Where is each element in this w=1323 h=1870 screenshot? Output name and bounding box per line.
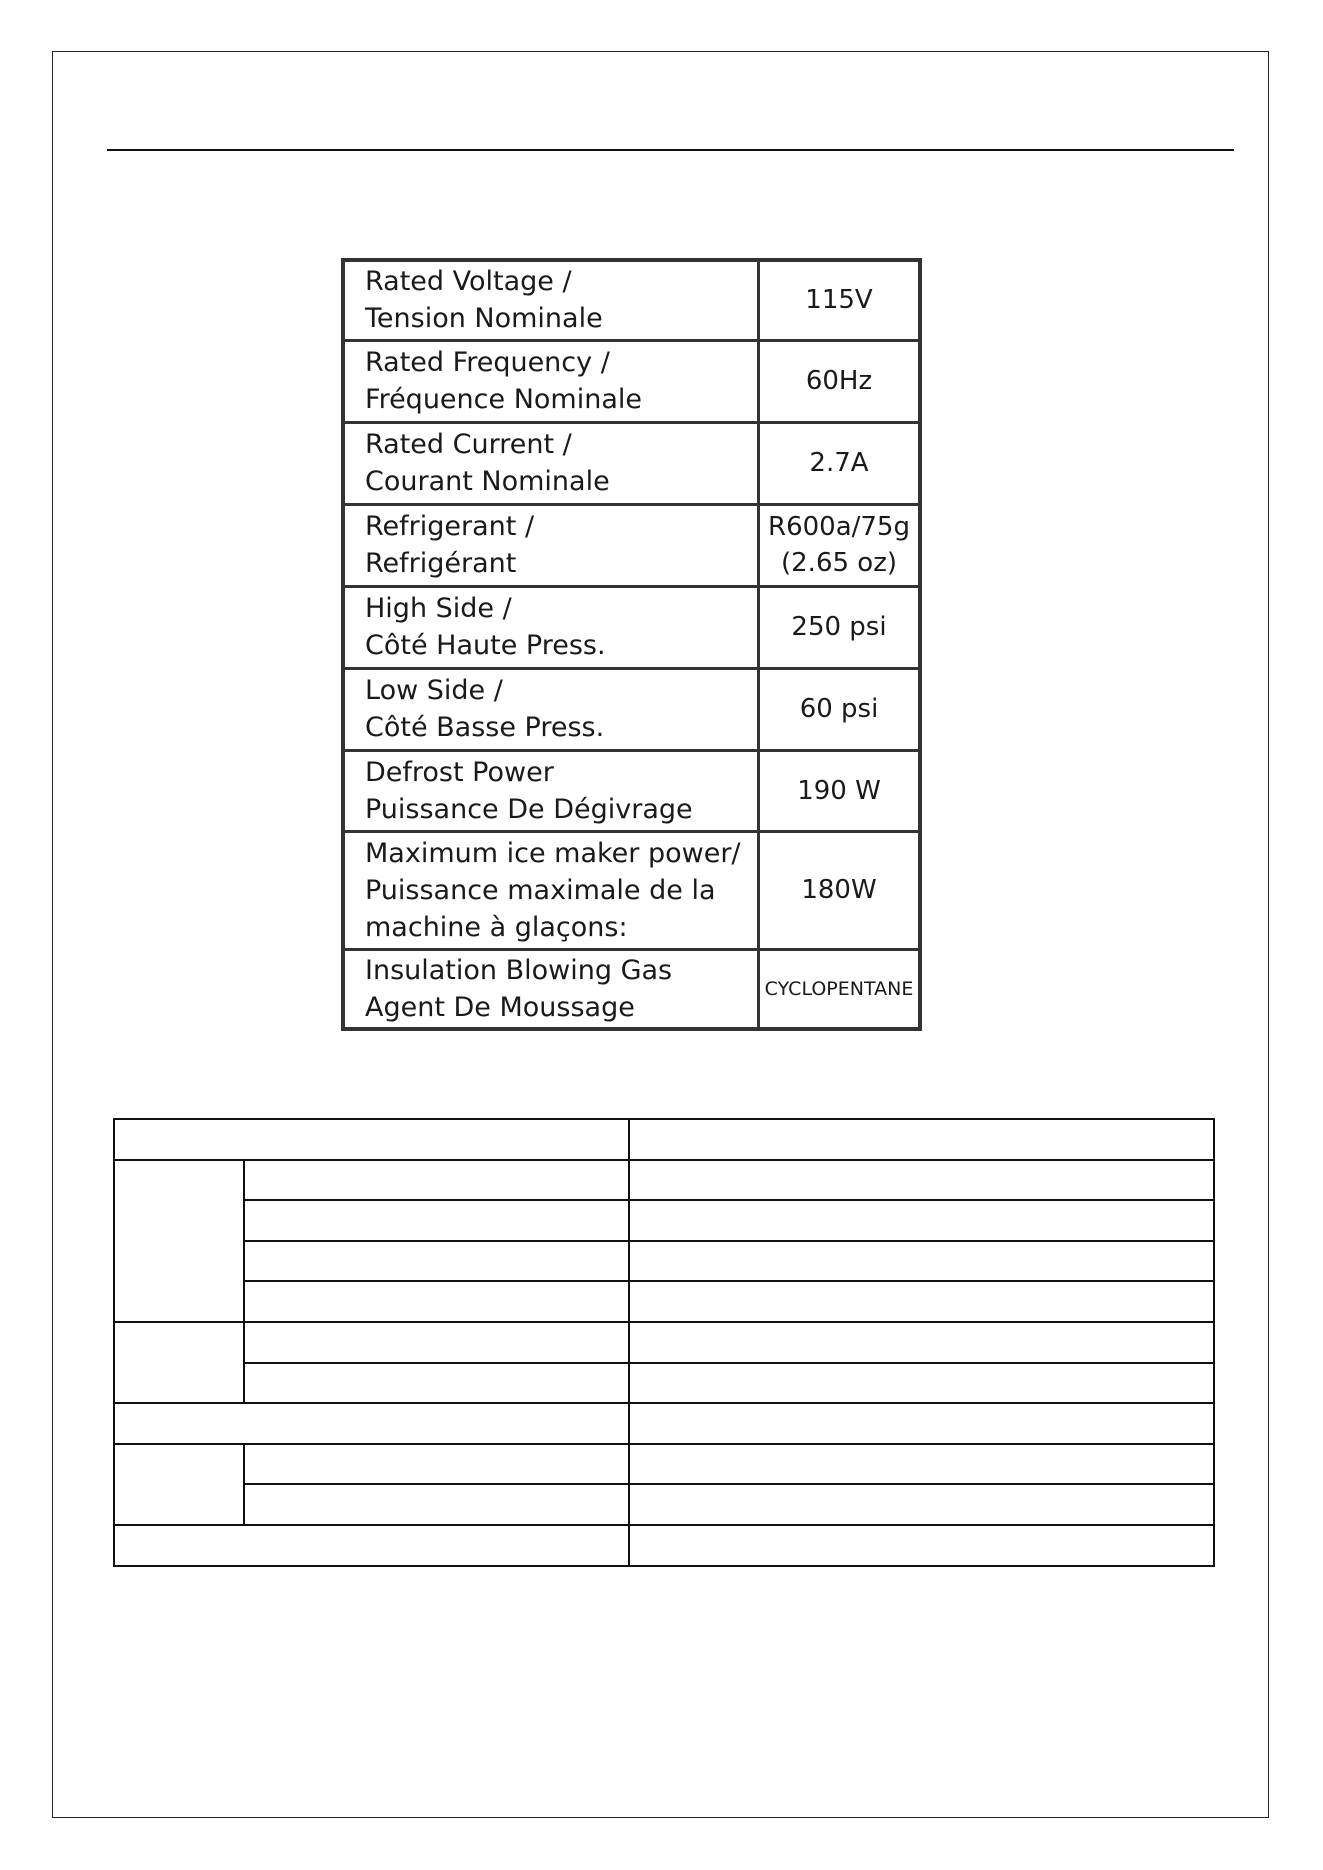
spec-value xyxy=(759,750,921,831)
spec-label xyxy=(343,668,759,750)
table-row xyxy=(114,1403,1214,1444)
spec-label-line: machine à glaçons: xyxy=(365,911,628,943)
spec-row-low-side xyxy=(343,668,920,750)
spec-row-insulation-gas xyxy=(343,949,920,1029)
spec-label-line: Rated Voltage / xyxy=(365,266,572,298)
table-cell xyxy=(244,1444,629,1485)
spec-value xyxy=(759,422,921,504)
table-row xyxy=(114,1484,1214,1525)
spec-label-line: Courant Nominale xyxy=(365,466,610,497)
table-cell xyxy=(629,1403,1214,1444)
spec-row-defrost-power xyxy=(343,750,920,831)
table-cell xyxy=(244,1160,629,1201)
table-row xyxy=(114,1119,1214,1160)
table-group-cell xyxy=(114,1322,244,1403)
table-group-cell xyxy=(114,1444,244,1525)
spec-value-line: 2.7A xyxy=(809,448,869,478)
spec-value-line: 180W xyxy=(801,875,877,905)
table-cell xyxy=(629,1200,1214,1241)
table-cell xyxy=(244,1241,629,1282)
spec-label xyxy=(343,831,759,949)
spec-label-line: Tension Nominale xyxy=(365,303,603,335)
table-cell xyxy=(629,1484,1214,1525)
spec-value-line: 250 psi xyxy=(791,612,887,642)
spec-row-rated-current xyxy=(343,422,920,504)
spec-label xyxy=(343,260,759,340)
spec-row-refrigerant xyxy=(343,504,920,586)
table-row xyxy=(114,1444,1214,1485)
spec-value-line: 60Hz xyxy=(805,366,873,396)
spec-value-line: 60 psi xyxy=(799,694,879,724)
table-row xyxy=(114,1200,1214,1241)
table-cell xyxy=(244,1484,629,1525)
header-rule xyxy=(107,149,1234,151)
spec-row-high-side xyxy=(343,586,920,668)
spec-table xyxy=(341,258,922,1031)
table-row xyxy=(114,1241,1214,1282)
spec-label xyxy=(343,750,759,831)
spec-value xyxy=(759,260,921,340)
table-cell xyxy=(629,1322,1214,1363)
table-cell xyxy=(629,1363,1214,1404)
spec-label-line: Rated Current / xyxy=(365,429,572,460)
spec-label xyxy=(343,422,759,504)
spec-value xyxy=(759,340,921,422)
table-cell xyxy=(629,1241,1214,1282)
spec-label-line: Refrigérant xyxy=(365,548,517,579)
table-row xyxy=(114,1363,1214,1404)
table-cell xyxy=(244,1281,629,1322)
spec-row-rated-frequency xyxy=(343,340,920,422)
spec-value-line: 190 W xyxy=(797,775,881,806)
table-cell xyxy=(629,1160,1214,1201)
table-cell xyxy=(629,1119,1214,1160)
spec-value xyxy=(759,586,921,668)
spec-label-line: Rated Frequency / xyxy=(365,347,610,378)
table-cell xyxy=(629,1281,1214,1322)
spec-value-line: R600a/75g xyxy=(768,512,910,542)
table-row xyxy=(114,1322,1214,1363)
table-cell xyxy=(114,1525,629,1566)
spec-label-line: Refrigerant / xyxy=(365,511,535,542)
spec-label-line: Puissance De Dégivrage xyxy=(365,793,693,825)
spec-label-line: Insulation Blowing Gas xyxy=(365,954,673,986)
table-row xyxy=(114,1281,1214,1322)
table-cell xyxy=(244,1200,629,1241)
empty-grid-table xyxy=(113,1118,1215,1567)
spec-label-line: High Side / xyxy=(365,593,512,624)
spec-label-line: Côté Haute Press. xyxy=(365,630,606,661)
spec-label xyxy=(343,340,759,422)
table-cell xyxy=(629,1525,1214,1566)
spec-label xyxy=(343,504,759,586)
table-cell xyxy=(114,1119,629,1160)
spec-label xyxy=(343,949,759,1029)
spec-label-line: Low Side / xyxy=(365,675,503,706)
spec-value xyxy=(759,831,921,949)
spec-label-line: Maximum ice maker power/ xyxy=(365,837,741,869)
spec-label-line: Agent De Moussage xyxy=(365,991,635,1023)
spec-value-line: 115V xyxy=(805,285,873,316)
spec-label-line: Fréquence Nominale xyxy=(365,384,642,415)
table-cell xyxy=(244,1322,629,1363)
table-cell xyxy=(244,1363,629,1404)
spec-row-ice-maker-power xyxy=(343,831,920,949)
table-cell xyxy=(629,1444,1214,1485)
spec-value xyxy=(759,504,921,586)
spec-label-line: Puissance maximale de la xyxy=(365,874,716,906)
spec-label xyxy=(343,586,759,668)
spec-value xyxy=(759,668,921,750)
spec-label-line: Defrost Power xyxy=(365,756,554,788)
spec-label-line: Côté Basse Press. xyxy=(365,712,605,743)
spec-value xyxy=(759,949,921,1029)
spec-row-rated-voltage xyxy=(343,260,920,340)
table-cell xyxy=(114,1403,629,1444)
spec-value-line: (2.65 oz) xyxy=(781,548,897,578)
table-row xyxy=(114,1525,1214,1566)
spec-value-line: CYCLOPENTANE xyxy=(764,977,914,1000)
table-row xyxy=(114,1160,1214,1201)
table-group-cell xyxy=(114,1160,244,1322)
